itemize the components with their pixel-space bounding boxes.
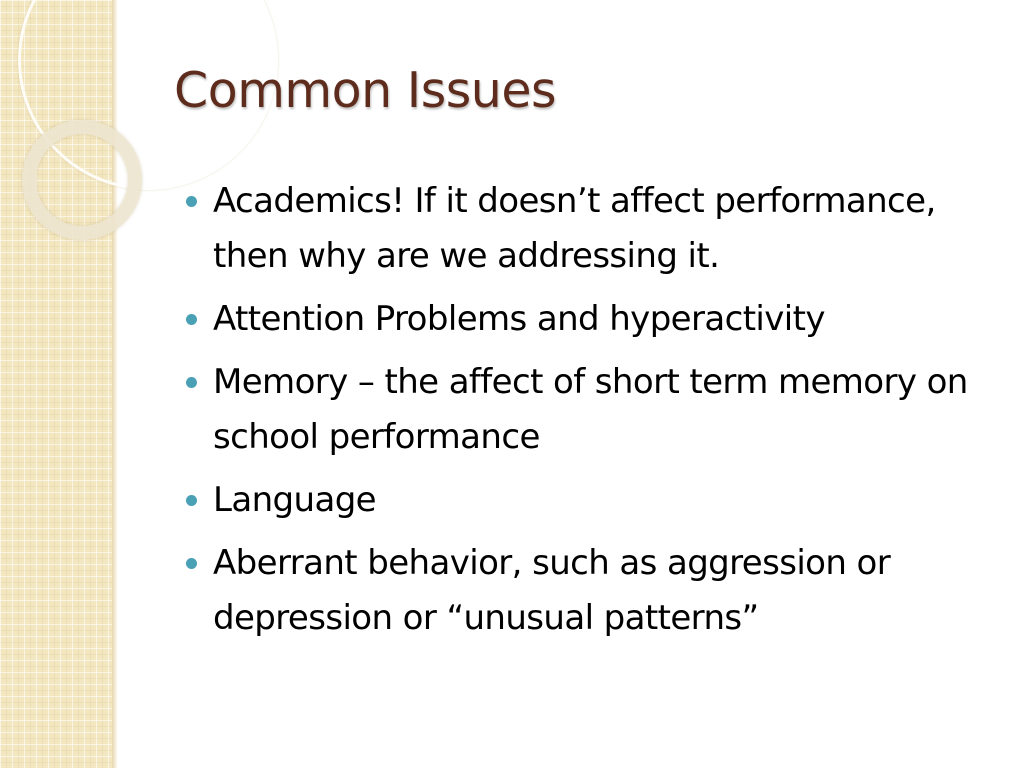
bullet-text: Academics! If it doesn’t affect performance, then why are we addressing it. xyxy=(213,181,936,276)
bullet-item xyxy=(186,174,996,284)
bullet-dot-icon xyxy=(186,558,197,569)
bullet-item xyxy=(186,355,996,465)
bullet-text: Language xyxy=(213,480,376,520)
bullet-text: Memory – the affect of short term memory on school performance xyxy=(213,362,968,457)
bullet-item xyxy=(186,536,996,646)
decorative-ring-small xyxy=(22,120,142,240)
slide-title: Common Issues xyxy=(174,62,557,119)
bullet-list xyxy=(186,174,996,654)
bullet-text: Attention Problems and hyperactivity xyxy=(213,299,825,339)
bullet-text: Aberrant behavior, such as aggression or depression or “unusual patterns” xyxy=(213,543,891,638)
bullet-dot-icon xyxy=(186,495,197,506)
bullet-item xyxy=(186,473,996,528)
bullet-item xyxy=(186,292,996,347)
bullet-dot-icon xyxy=(186,377,197,388)
bullet-dot-icon xyxy=(186,196,197,207)
bullet-dot-icon xyxy=(186,314,197,325)
